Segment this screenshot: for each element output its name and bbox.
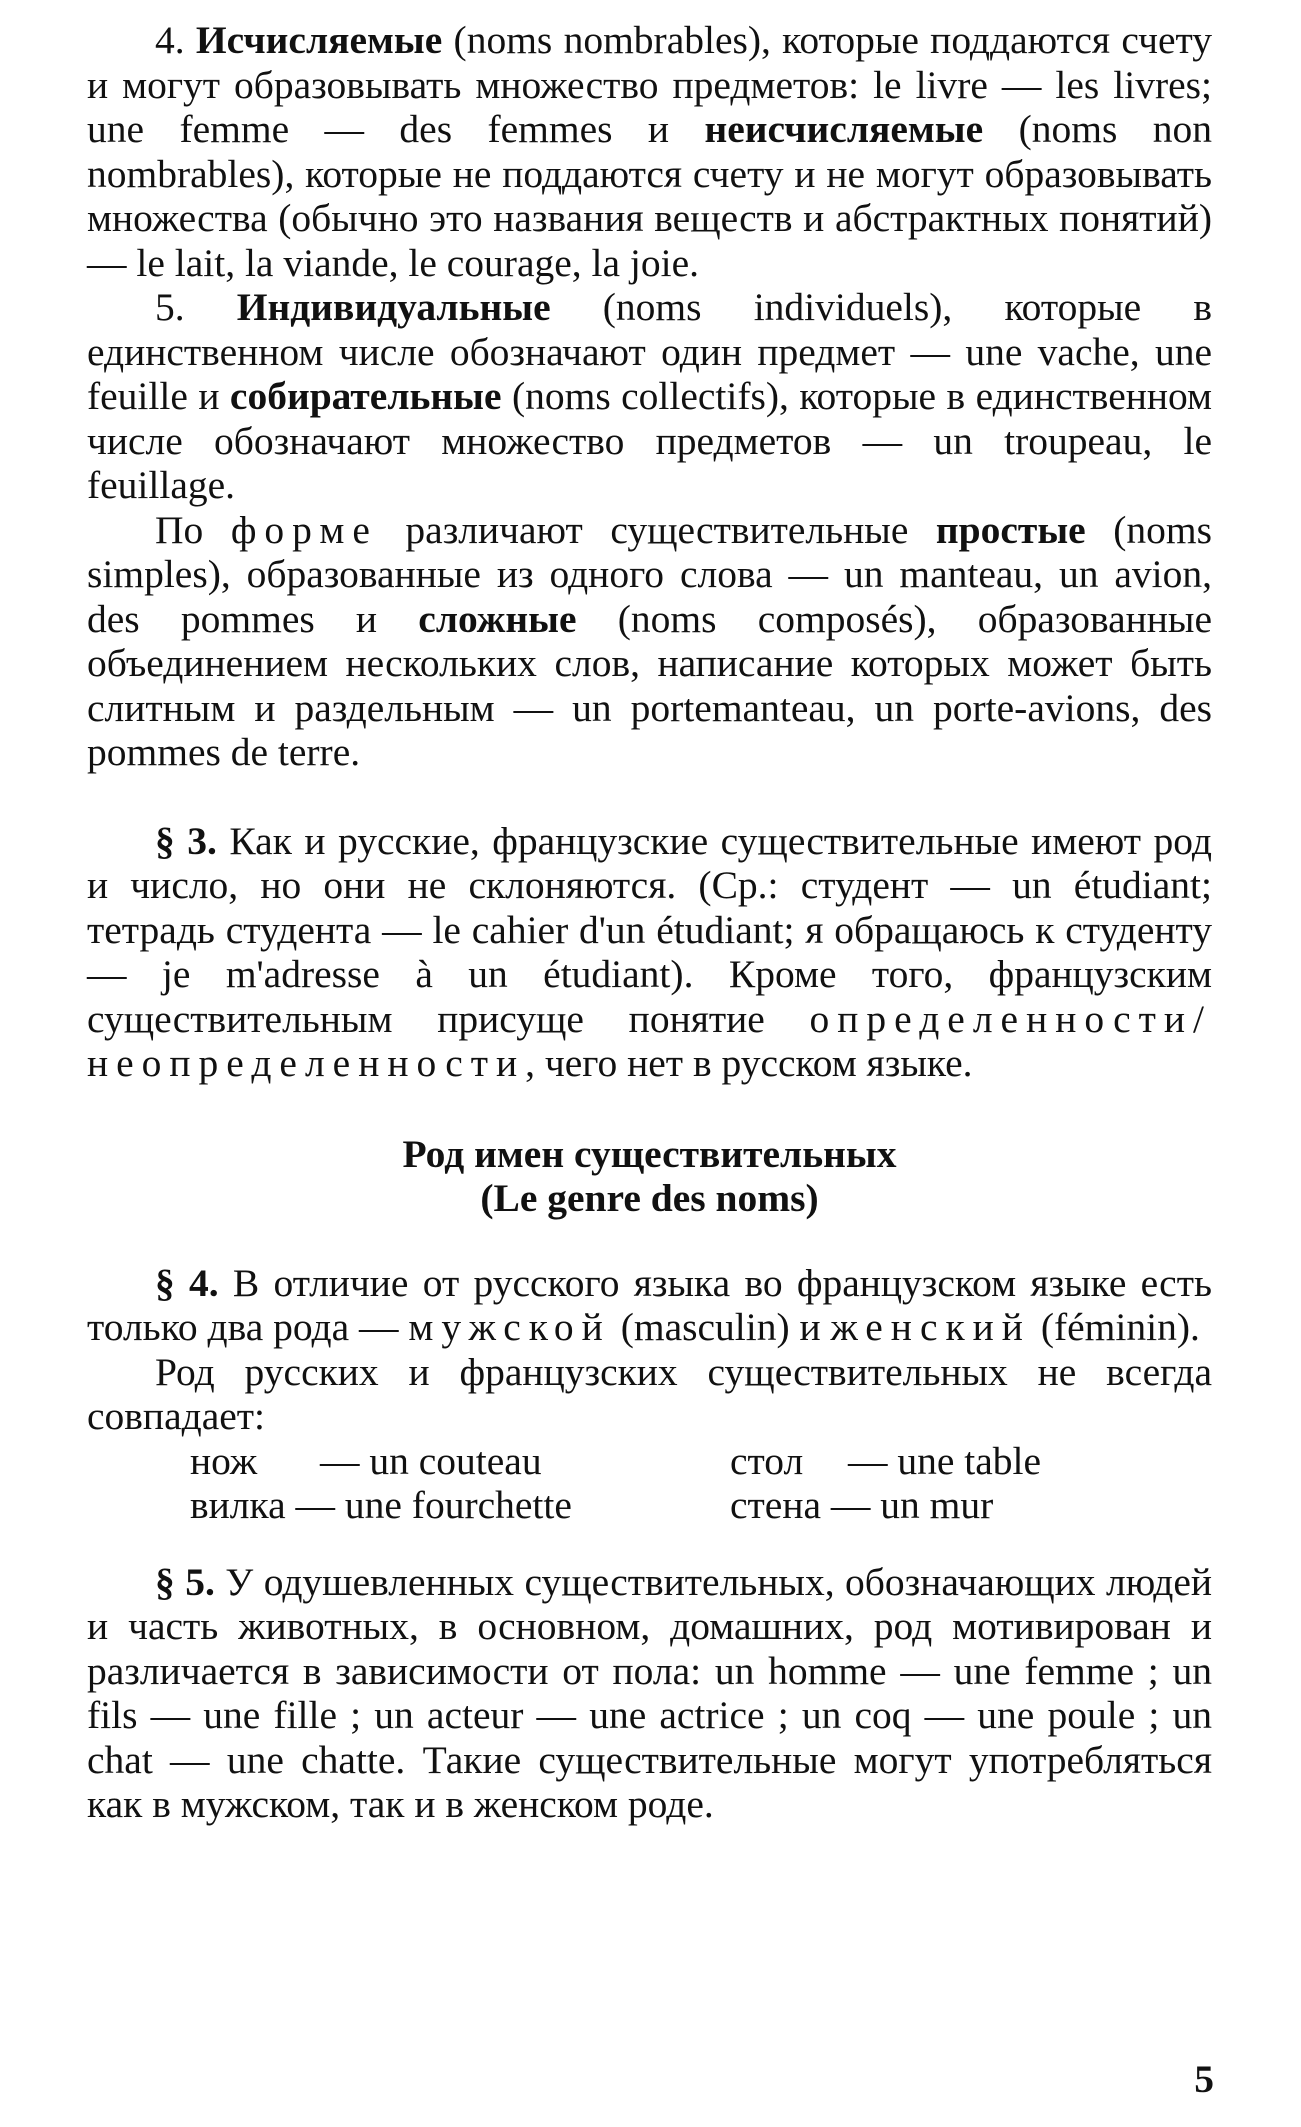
paragraph-gender-mismatch bbox=[87, 1350, 1212, 1439]
item-number: 4. bbox=[155, 18, 185, 62]
paragraph-text: (noms individuels), которые в единственном числе обозначают один предмет — une vache, une feuille и bbox=[87, 285, 1212, 418]
spacer bbox=[87, 1086, 1212, 1132]
heading-line-ru: Род имен существительных bbox=[402, 1131, 897, 1176]
example-left bbox=[190, 1483, 572, 1528]
example-russian: вилка bbox=[190, 1483, 286, 1527]
spacer bbox=[87, 1221, 1212, 1261]
section-mark: § 5. bbox=[155, 1559, 215, 1604]
paragraph-text: (féminin). bbox=[1030, 1305, 1200, 1349]
example-russian: нож bbox=[190, 1438, 258, 1483]
term-collective: собирательные bbox=[229, 374, 502, 418]
paragraph-section-5 bbox=[87, 1560, 1212, 1827]
paragraph-text: различают существительные bbox=[377, 507, 936, 552]
paragraph-text: Как и русские, французские существительные имеют род и число, но они не склоняются. (Ср.: студент — un étudiant; тетрадь студента — le cahier d'un étudiant; я обращаюсь к студенту — je m'adresse à un étudiant). Кроме того, французским существительным присуще понятие bbox=[87, 818, 1212, 1041]
paragraph-individual-nouns bbox=[87, 285, 1212, 508]
paragraph-text: (noms nombrables), которые поддаются счету и могут образовывать множество предметов: le livre — les livres; une femme — des femmes и bbox=[87, 18, 1212, 151]
paragraph-text: В отличие от русского языка во французском языке есть только два рода — bbox=[87, 1260, 1212, 1349]
heading-line-fr: (Le genre des noms) bbox=[480, 1176, 819, 1220]
page-body bbox=[87, 18, 1212, 1827]
paragraph-text: У одушевленных существительных, обозначающих людей и часть животных, в основном, домашних, род мотивирован и различается в зависимости от пола: un homme — une femme ; un fils — une fille ; un acteur — une actrice ; un coq — une poule ; un chat — une chatte. Такие существительные могут употребляться как в мужском, так и в женском роде. bbox=[87, 1559, 1212, 1826]
page-number: 5 bbox=[1194, 2057, 1214, 2101]
paragraph-section-4 bbox=[87, 1261, 1212, 1350]
term-countable: Исчисляемые bbox=[195, 18, 443, 62]
item-number: 5. bbox=[155, 285, 185, 329]
example-french: — une table bbox=[848, 1438, 1042, 1483]
term-uncountable: неисчисляемые bbox=[704, 107, 984, 151]
paragraph-countable-nouns bbox=[87, 18, 1212, 285]
paragraph-text: (noms simples), образованные из одного слова — un manteau, un avion, des pommes и bbox=[87, 507, 1213, 641]
example-right bbox=[730, 1483, 993, 1528]
example-french: — un couteau bbox=[320, 1438, 542, 1483]
paragraph-text: (noms composés), образованные объединением нескольких слов, написание которых может быть слитным и раздельным — un portemanteau, un porte-avions, des pommes de terre. bbox=[87, 596, 1212, 774]
paragraph-section-3 bbox=[87, 819, 1212, 1086]
spacer bbox=[87, 775, 1212, 819]
example-row bbox=[190, 1439, 1212, 1484]
example-left bbox=[190, 1439, 542, 1484]
example-russian: стена bbox=[730, 1483, 821, 1527]
section-heading bbox=[87, 1132, 1212, 1221]
paragraph-form bbox=[87, 508, 1212, 775]
spacer bbox=[87, 1528, 1212, 1560]
spaced-term-definiteness: определенности/неопределенности bbox=[87, 996, 1212, 1085]
example-french: — une fourchette bbox=[295, 1483, 572, 1527]
example-french: — un mur bbox=[830, 1483, 994, 1527]
spaced-term-form: форме bbox=[230, 507, 378, 552]
example-russian: стол bbox=[730, 1438, 804, 1483]
spaced-term-feminine: женский bbox=[830, 1305, 1031, 1349]
term-individual: Индивидуальные bbox=[236, 285, 551, 329]
paragraph-text: По bbox=[155, 507, 231, 552]
paragraph-text: Род русских и французских существительных не всегда совпадает: bbox=[87, 1349, 1212, 1438]
paragraph-text: (noms collectifs), которые в единственном числе обозначают множество предметов — un troupeau, le feuillage. bbox=[87, 374, 1213, 507]
paragraph-text: (masculin) и bbox=[610, 1305, 831, 1349]
example-right bbox=[730, 1439, 1041, 1484]
section-mark: § 4. bbox=[155, 1260, 219, 1305]
paragraph-text: , чего нет в русском языке. bbox=[525, 1041, 973, 1085]
spaced-term-masculine: мужской bbox=[408, 1305, 611, 1349]
section-mark: § 3. bbox=[155, 818, 217, 863]
example-table bbox=[190, 1439, 1212, 1528]
term-simple: простые bbox=[935, 507, 1086, 552]
example-row bbox=[190, 1483, 1212, 1528]
term-compound: сложные bbox=[418, 596, 577, 641]
paragraph-text: (noms non nombrables), которые не поддаются счету и не могут образовывать множества (обычно это названия веществ и абстрактных понятий) — le lait, la viande, le courage, la joie. bbox=[87, 107, 1213, 285]
